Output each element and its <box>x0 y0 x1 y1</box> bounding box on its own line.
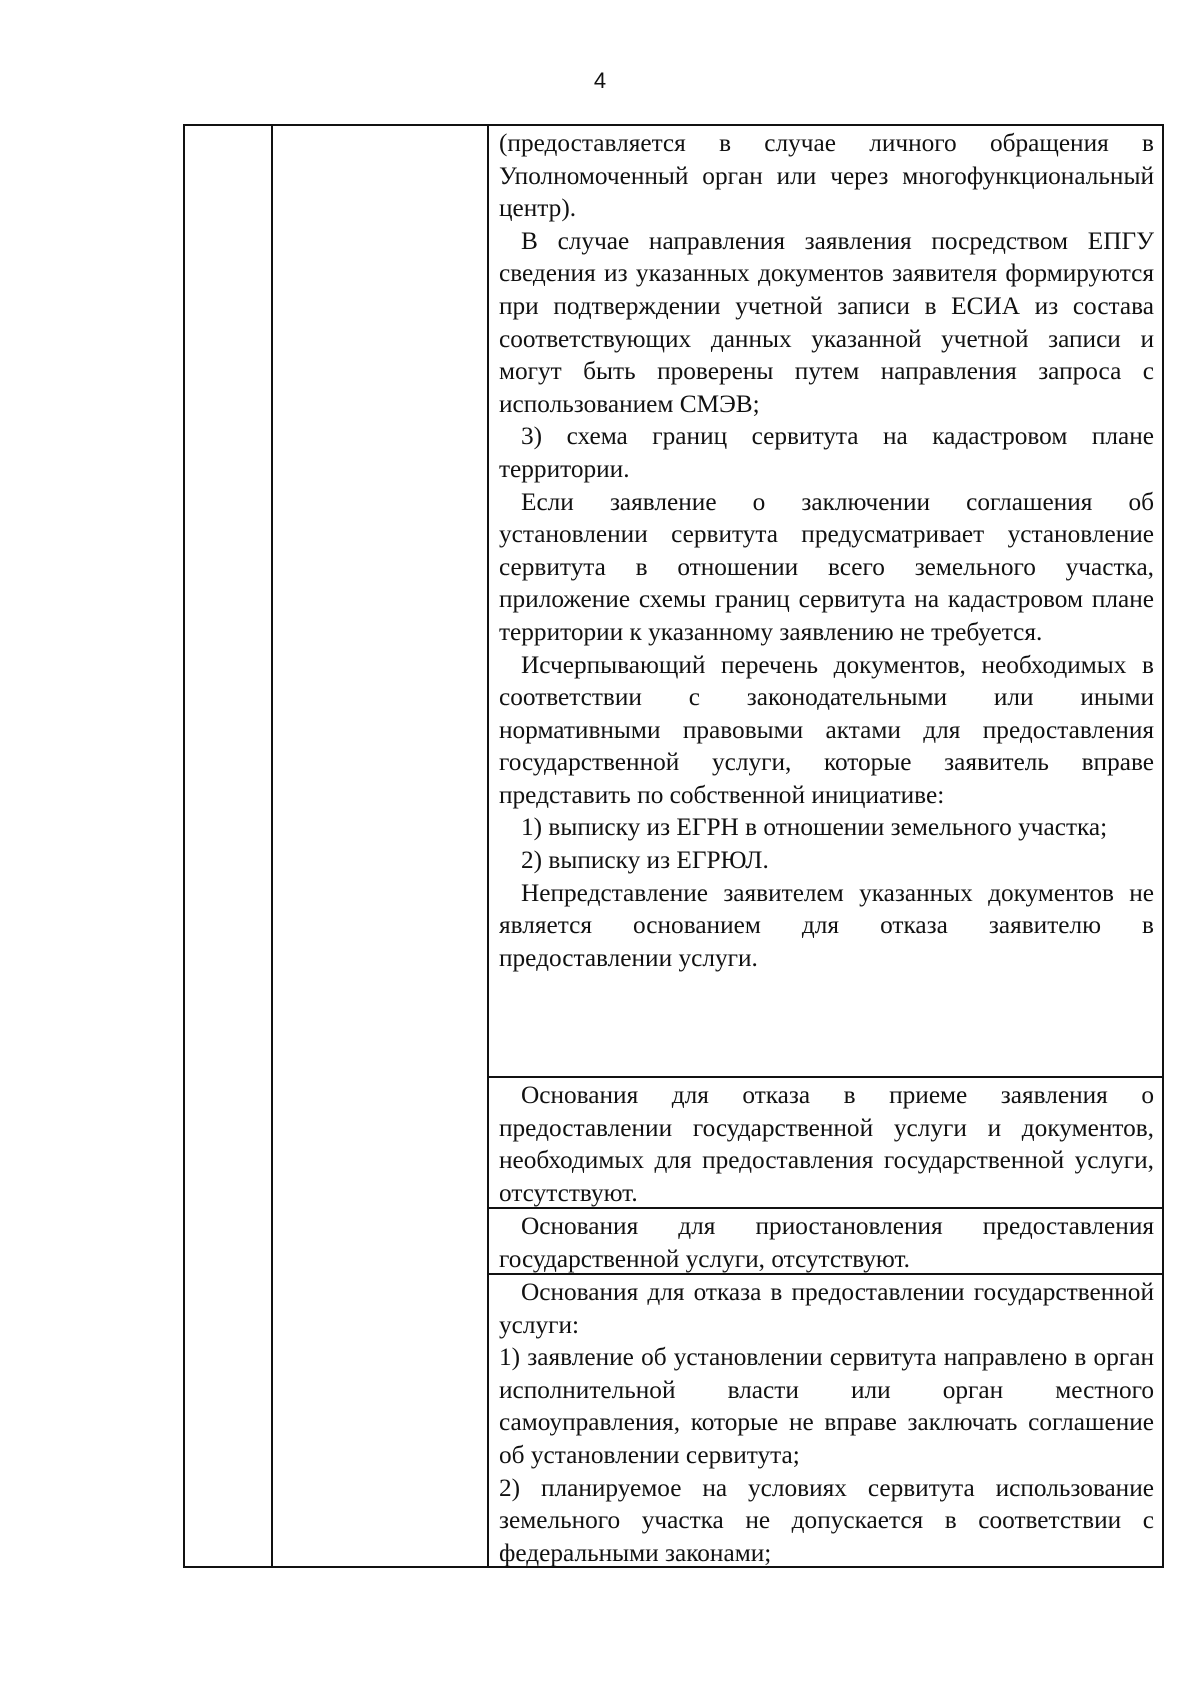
document-table <box>183 124 1164 1568</box>
cell-paragraph: Основания для отказа в предоставлении государственной услуги: <box>499 1278 1154 1339</box>
cell-paragraph: Основания для приостановления предоставления государственной услуги, отсутствуют. <box>499 1212 1154 1273</box>
cell-paragraph: 2) планируемое на условиях сервитута использование земельного участка не допускается в соответствии с федеральными законами; <box>499 1473 1154 1567</box>
cell-paragraph: В случае направления заявления посредством ЕПГУ сведения из указанных документов заявителя формируются при подтверждении учетной записи в ЕСИА из состава соответствующих данных указанной учетной записи и могут быть проверены путем направления запроса с использованием СМЭВ; <box>499 226 1154 418</box>
cell-paragraph: (предоставляется в случае личного обращения в Уполномоченный орган или через многофункциональный центр). <box>499 129 1154 223</box>
cell-paragraph: 1) выписку из ЕГРН в отношении земельного участка; <box>521 813 1108 842</box>
cell-paragraph: Основания для отказа в приеме заявления о предоставлении государственной услуги и документов, необходимых для предоставления государственной услуги, отсутствуют. <box>499 1081 1154 1207</box>
table-cell-refusal-service <box>489 1273 1162 1566</box>
table-content-column <box>489 126 1162 1566</box>
cell-paragraph: 2) выписку из ЕГРЮЛ. <box>521 846 769 875</box>
table-cell-refusal-reception <box>489 1076 1162 1207</box>
cell-paragraph: Непредставление заявителем указанных документов не является основанием для отказа заявителю в предоставлении услуги. <box>499 878 1154 972</box>
cell-paragraph: Если заявление о заключении соглашения об установлении сервитута предусматривает установление сервитута в отношении всего земельного участка, приложение схемы границ сервитута на кадастровом плане территории к указанному заявлению не требуется. <box>499 487 1154 646</box>
cell-paragraph: Исчерпывающий перечень документов, необходимых в соответствии с законодательными или иными нормативными правовыми актами для предоставления государственной услуги, которые заявитель вправе представить по собственной инициативе: <box>499 650 1154 809</box>
cell-paragraph: 1) заявление об установлении сервитута направлено в орган исполнительной власти или орган местного самоуправления, которые не вправе заключать соглашение об установлении сервитута; <box>499 1343 1154 1469</box>
table-column-divider <box>271 126 273 1566</box>
page-number: 4 <box>593 68 607 93</box>
table-cell-suspension <box>489 1207 1162 1273</box>
cell-paragraph: 3) схема границ сервитута на кадастровом плане территории. <box>499 422 1154 483</box>
table-cell-documents <box>489 126 1162 1076</box>
